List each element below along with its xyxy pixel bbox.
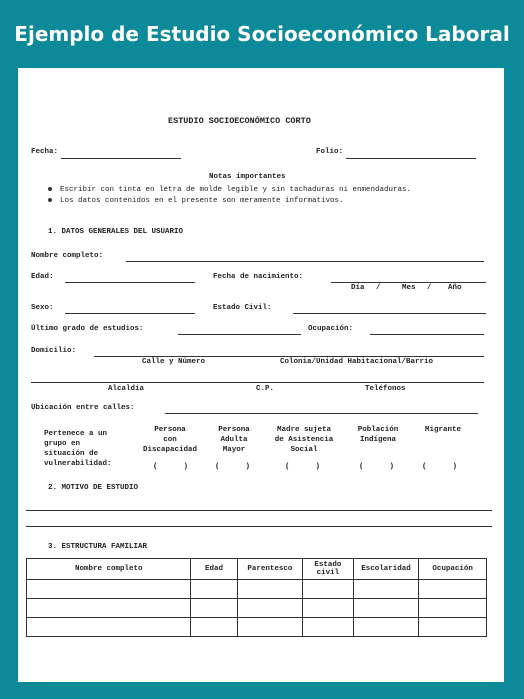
form-page (18, 68, 504, 682)
colonia-label: Colonia/Unidad Habitacional/Barrio (280, 358, 434, 366)
edad-label: Edad: (31, 273, 54, 281)
page-banner (0, 0, 524, 68)
column-header: Nombre completo (27, 559, 191, 580)
estado-civil-field[interactable] (293, 313, 486, 314)
motivo-field-line[interactable] (26, 510, 492, 511)
grado-field[interactable] (178, 334, 301, 335)
checkbox-discapacidad[interactable]: ( ) (153, 463, 189, 471)
group-adulta-mayor: Persona Adulta Mayor (218, 426, 250, 454)
table-row (27, 580, 487, 599)
group-discapacidad: Persona con Discapacidad (142, 426, 197, 454)
column-header: Edad (191, 559, 237, 580)
fecha-nacimiento-label: Fecha de nacimiento: (213, 273, 304, 281)
ocupacion-field[interactable] (370, 334, 484, 335)
table-cell[interactable] (419, 580, 487, 599)
dia-label: Día (351, 284, 365, 292)
table-cell[interactable] (191, 580, 237, 599)
domicilio-line-2[interactable] (31, 382, 484, 383)
nombre-field[interactable] (126, 261, 484, 262)
table-cell[interactable] (27, 580, 191, 599)
alcaldia-label: Alcaldía (108, 385, 145, 393)
table-header-row (27, 559, 487, 580)
table-cell[interactable] (237, 618, 303, 637)
table-row (27, 618, 487, 637)
form-title: ESTUDIO SOCIOECONÓMICO CORTO (168, 116, 311, 126)
ubicacion-field[interactable] (165, 413, 478, 414)
estado-civil-label: Estado Civil: (213, 304, 272, 312)
cp-label: C.P. (256, 385, 275, 393)
calle-label: Calle y Número (142, 358, 206, 366)
date-separator: / (427, 284, 432, 292)
nombre-label: Nombre completo: (31, 252, 104, 260)
ocupacion-label: Ocupación: (308, 325, 354, 333)
checkbox-migrante[interactable]: ( ) (422, 463, 458, 471)
column-header: Estado civil (303, 559, 354, 580)
table-cell[interactable] (303, 580, 354, 599)
bullet-icon (48, 198, 52, 202)
motivo-field-line[interactable] (26, 526, 492, 527)
telefonos-label: Teléfonos (365, 385, 406, 393)
notes-heading: Notas importantes (209, 173, 286, 181)
mes-label: Mes (402, 284, 416, 292)
table-cell[interactable] (353, 618, 419, 637)
checkbox-adulta-mayor[interactable]: ( ) (215, 463, 251, 471)
section3-heading: 3. ESTRUCTURA FAMILIAR (48, 543, 148, 551)
table-cell[interactable] (303, 599, 354, 618)
table-cell[interactable] (237, 580, 303, 599)
folio-label: Folio: (316, 148, 344, 156)
table-cell[interactable] (27, 599, 191, 618)
table-row (27, 599, 487, 618)
anio-label: Año (448, 284, 462, 292)
group-indigena: Población Indígena (357, 426, 399, 444)
table-cell[interactable] (303, 618, 354, 637)
column-header: Ocupación (419, 559, 487, 580)
section2-heading: 2. MOTIVO DE ESTUDIO (48, 484, 139, 492)
fecha-label: Fecha: (31, 148, 59, 156)
table-cell[interactable] (353, 599, 419, 618)
table-cell[interactable] (191, 599, 237, 618)
domicilio-field[interactable] (94, 356, 484, 357)
date-separator: / (376, 284, 381, 292)
family-table (26, 558, 487, 637)
table-cell[interactable] (237, 599, 303, 618)
ubicacion-label: Ubicación entre calles: (31, 404, 135, 412)
group-madre-asistencia: Madre sujeta de Asistencia Social (274, 426, 334, 454)
checkbox-indigena[interactable]: ( ) (359, 463, 395, 471)
edad-field[interactable] (65, 282, 195, 283)
note-item: Escribir con tinta en letra de molde legible y sin tachaduras ni enmendaduras. (48, 186, 411, 194)
sexo-field[interactable] (65, 313, 195, 314)
section1-heading: 1. DATOS GENERALES DEL USUARIO (48, 228, 184, 236)
note-item: Los datos contenidos en el presente son meramente informativos. (48, 197, 344, 205)
checkbox-madre-asistencia[interactable]: ( ) (285, 463, 321, 471)
column-header: Parentesco (237, 559, 303, 580)
grado-label: Último grado de estudios: (31, 325, 144, 333)
bullet-icon (48, 187, 52, 191)
table-cell[interactable] (191, 618, 237, 637)
domicilio-label: Domicilio: (31, 347, 77, 355)
column-header: Escolaridad (353, 559, 419, 580)
folio-field[interactable] (346, 158, 476, 159)
vulnerabilidad-label: Pertenece a un grupo en situación de vulnerabilidad: (44, 430, 112, 468)
table-cell[interactable] (419, 618, 487, 637)
sexo-label: Sexo: (31, 304, 54, 312)
group-migrante: Migrante (424, 426, 461, 434)
table-cell[interactable] (27, 618, 191, 637)
fecha-nacimiento-field[interactable] (331, 282, 486, 283)
fecha-field[interactable] (61, 158, 181, 159)
banner-title: Ejemplo de Estudio Socioeconómico Laboral (14, 22, 510, 46)
table-cell[interactable] (353, 580, 419, 599)
table-cell[interactable] (419, 599, 487, 618)
